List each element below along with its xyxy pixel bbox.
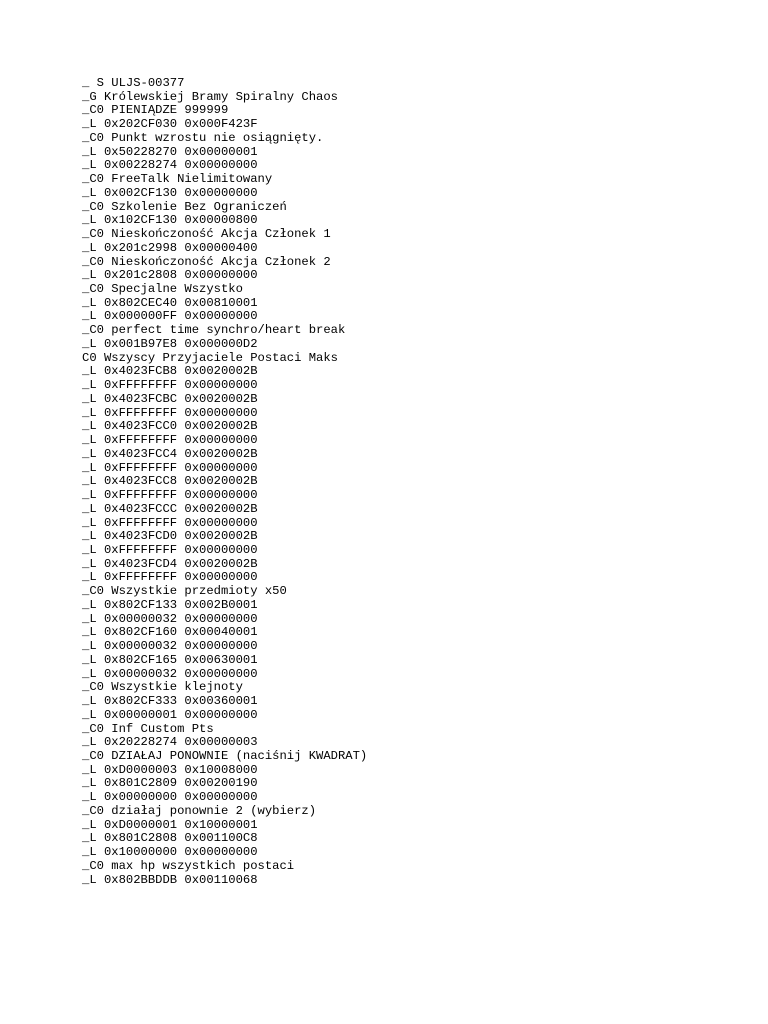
code-line: _C0 Nieskończoność Akcja Członek 2 [82,254,331,269]
code-line: _C0 FreeTalk Nielimitowany [82,172,273,187]
code-line: _L 0xFFFFFFFF 0x00000000 [82,378,258,393]
code-line: _L 0x00000001 0x00000000 [82,707,258,722]
code-line: _L 0x50228270 0x00000001 [82,144,258,159]
code-line: _L 0xD0000001 0x10000001 [82,817,258,832]
code-line: _L 0x20228274 0x00000003 [82,735,258,750]
code-line: _C0 Punkt wzrostu nie osiągnięty. [82,130,324,145]
code-line: _L 0xFFFFFFFF 0x00000000 [82,570,258,585]
code-line: _L 0x00000000 0x00000000 [82,790,258,805]
code-line: _C0 Nieskończoność Akcja Członek 1 [82,227,331,242]
code-line: _L 0x801C2808 0x001100C8 [82,831,258,846]
code-line: _L 0xFFFFFFFF 0x00000000 [82,433,258,448]
code-line: _L 0x4023FCCC 0x0020002B [82,501,258,516]
cheat-code-document [82,77,742,887]
code-line: _L 0x4023FCB8 0x0020002B [82,364,258,379]
code-line: _L 0x201c2808 0x00000000 [82,268,258,283]
code-line: _C0 Wszystkie klejnoty [82,680,243,695]
code-line: _L 0xFFFFFFFF 0x00000000 [82,488,258,503]
code-line: _G Królewskiej Bramy Spiralny Chaos [82,89,338,104]
code-line: _L 0x4023FCC4 0x0020002B [82,446,258,461]
code-line: _L 0x802CF165 0x00630001 [82,652,258,667]
code-line: _L 0x201c2998 0x00000400 [82,240,258,255]
code-line: _L 0x202CF030 0x000F423F [82,117,258,132]
code-line: _L 0x4023FCD4 0x0020002B [82,556,258,571]
code-line: _L 0x00000032 0x00000000 [82,611,258,626]
code-line: _L 0x4023FCC0 0x0020002B [82,419,258,434]
code-line: _L 0x802BBDDB 0x00110068 [82,872,258,887]
code-line: _C0 działaj ponownie 2 (wybierz) [82,803,317,818]
code-line: _C0 max hp wszystkich postaci [82,858,295,873]
code-line: _L 0xFFFFFFFF 0x00000000 [82,460,258,475]
code-line: _L 0x801C2809 0x00200190 [82,776,258,791]
code-line: _C0 Inf Custom Pts [82,721,214,736]
code-line: _C0 Wszystkie przedmioty x50 [82,584,287,599]
code-line: _L 0x001B97E8 0x000000D2 [82,336,258,351]
code-line: _L 0xFFFFFFFF 0x00000000 [82,542,258,557]
code-line: _L 0x00000032 0x00000000 [82,666,258,681]
code-line: _L 0x10000000 0x00000000 [82,845,258,860]
code-line: C0 Wszyscy Przyjaciele Postaci Maks [82,350,338,365]
code-line: _C0 perfect time synchro/heart break [82,323,346,338]
code-line: _L 0xFFFFFFFF 0x00000000 [82,515,258,530]
code-line: _L 0x802CF333 0x00360001 [82,694,258,709]
code-line: _L 0xFFFFFFFF 0x00000000 [82,405,258,420]
code-line: _C0 DZIAŁAJ PONOWNIE (naciśnij KWADRAT) [82,748,368,763]
code-line: _L 0x802CEC40 0x00810001 [82,295,258,310]
code-line: _C0 Specjalne Wszystko [82,282,243,297]
code-line: _L 0x802CF133 0x002B0001 [82,597,258,612]
code-line: _L 0x00000032 0x00000000 [82,639,258,654]
code-line: _L 0x102CF130 0x00000800 [82,213,258,228]
code-line: _C0 Szkolenie Bez Ograniczeń [82,199,287,214]
code-line: _C0 PIENIĄDZE 999999 [82,103,229,118]
code-line: _L 0x002CF130 0x00000000 [82,185,258,200]
code-line: _L 0x802CF160 0x00040001 [82,625,258,640]
code-line: _L 0xD0000003 0x10008000 [82,762,258,777]
code-line: _L 0x00228274 0x00000000 [82,158,258,173]
code-line: _L 0x4023FCC8 0x0020002B [82,474,258,489]
code-line: _ S ULJS-00377 [82,76,185,90]
code-line: _L 0x4023FCBC 0x0020002B [82,391,258,406]
code-line: _L 0x000000FF 0x00000000 [82,309,258,324]
code-line: _L 0x4023FCD0 0x0020002B [82,529,258,544]
